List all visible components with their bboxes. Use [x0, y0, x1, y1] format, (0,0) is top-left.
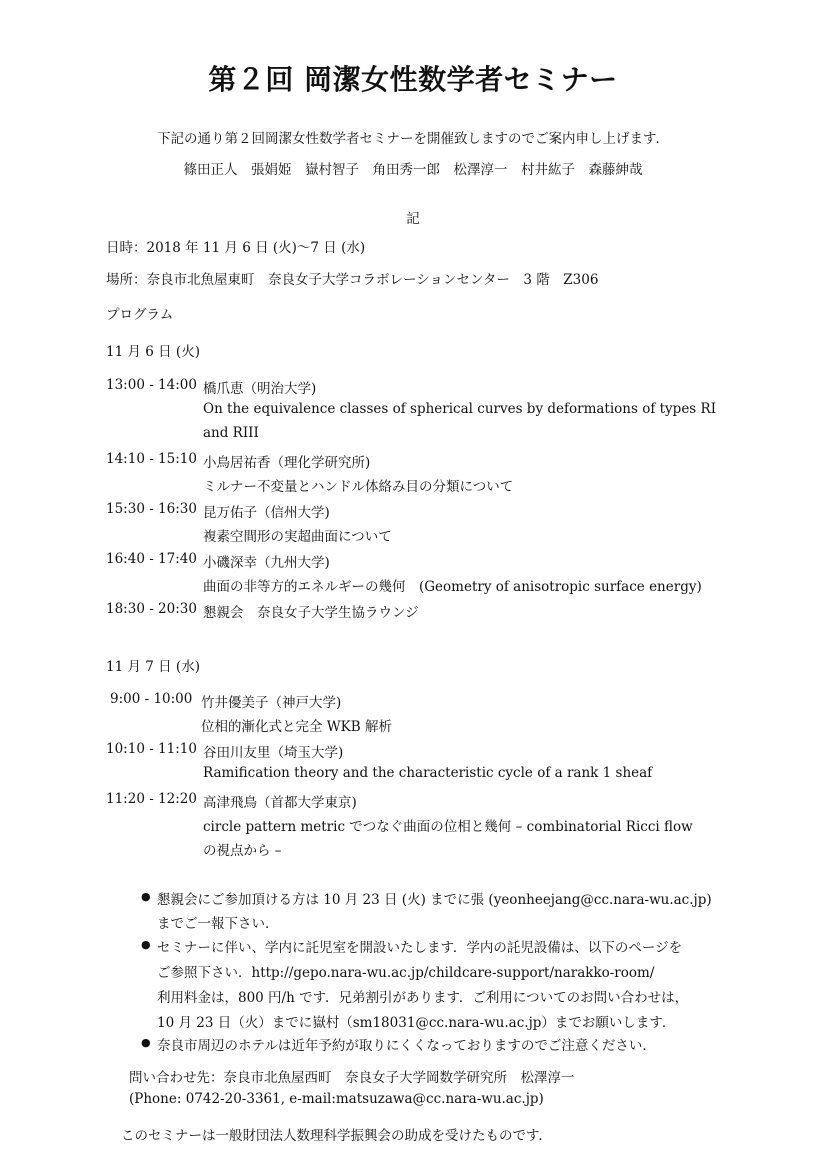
date-line: 日時：2018 年 11 月 6 日 (火)〜7 日 (水)	[106, 240, 366, 256]
session-speaker: 小鳥居祐香（理化学研究所)	[203, 455, 371, 471]
session-talk: 複素空間形の実超曲面について	[203, 529, 392, 545]
note-line: ご参照下さい．http://gepo.nara-wu.ac.jp/childcare-support/narakko-room/	[157, 965, 655, 981]
venue-line: 場所：奈良市北魚屋東町 奈良女子大学コラボレーションセンター 3 階 Z306	[106, 272, 599, 288]
session-speaker: 谷田川友里（埼玉大学)	[203, 745, 344, 761]
contact-line1: 問い合わせ先：奈良市北魚屋西町 奈良女子大学岡数学研究所 松澤淳一	[129, 1070, 575, 1086]
note-line: 利用料金は，800 円/h です．兄弟割引があります．ご利用についてのお問い合わせは，	[157, 990, 689, 1006]
session-time: 9:00 - 10:00	[110, 691, 193, 707]
day2-heading: 11 月 7 日 (水)	[106, 659, 200, 675]
program-label: プログラム	[106, 307, 174, 323]
bullet-icon: ●	[141, 938, 151, 951]
acknowledgement: このセミナーは一般財団法人数理科学振興会の助成を受けたものです．	[121, 1128, 552, 1144]
day1-heading: 11 月 6 日 (火)	[106, 344, 200, 360]
session-speaker: 橋爪恵（明治大学)	[203, 381, 317, 397]
page-title: 第２回 岡潔女性数学者セミナー	[208, 63, 618, 96]
note-line: 懇親会にご参加頂ける方は 10 月 23 日 (火) までに張 (yeonheejang@cc.nara-wu.ac.jp)	[157, 892, 712, 908]
session-speaker: 高津飛鳥（首都大学東京)	[203, 795, 357, 811]
session-time: 15:30 - 16:30	[106, 501, 197, 517]
session-talk: Ramification theory and the characteristic cycle of a rank 1 sheaf	[203, 765, 653, 781]
session-talk: 曲面の非等方的エネルギーの幾何 (Geometry of anisotropic surface energy)	[203, 579, 702, 595]
session-time: 16:40 - 17:40	[106, 551, 197, 567]
session-time: 14:10 - 15:10	[106, 451, 197, 467]
session-speaker: 竹井優美子（神戸大学)	[201, 695, 342, 711]
session-time: 10:10 - 11:10	[106, 741, 197, 757]
bullet-icon: ●	[141, 1036, 151, 1049]
session-talk: ミルナー不変量とハンドル体絡み目の分類について	[203, 479, 514, 495]
bullet-icon: ●	[141, 890, 151, 903]
session-speaker: 小磯深幸（九州大学)	[203, 555, 330, 571]
session-talk: and RIII	[203, 425, 259, 441]
ki-heading: 記	[406, 211, 420, 227]
note-line: までご一報下さい．	[157, 916, 279, 932]
session-time: 18:30 - 20:30	[106, 601, 197, 617]
intro-text: 下記の通り第２回岡潔女性数学者セミナーを開催致しますのでご案内申し上げます．	[157, 131, 669, 147]
session-speaker: 昆万佑子（信州大学)	[203, 505, 330, 521]
organizers: 篠田正人 張娟姫 嶽村智子 角田秀一郎 松澤淳一 村井紘子 森藤紳哉	[183, 162, 643, 178]
session-time: 11:20 - 12:20	[106, 791, 197, 807]
session-talk: On the equivalence classes of spherical curves by deformations of types RI	[203, 401, 717, 417]
session-talk: 位相的漸化式と完全 WKB 解析	[201, 719, 392, 735]
session-talk: の視点から –	[203, 843, 282, 859]
note-line: 10 月 23 日（火）までに嶽村（sm18031@cc.nara-wu.ac.jp）までお願いします．	[157, 1015, 676, 1031]
note-line: 奈良市周辺のホテルは近年予約が取りにくくなっておりますのでご注意ください．	[157, 1038, 656, 1054]
session-speaker: 懇親会 奈良女子大学生協ラウンジ	[203, 605, 419, 621]
note-line: セミナーに伴い、学内に託児室を開設いたします．学内の託児設備は、以下のページを	[157, 940, 683, 956]
session-talk: circle pattern metric でつなぐ曲面の位相と幾何 – combinatorial Ricci flow	[203, 819, 693, 835]
contact-line2: (Phone: 0742-20-3361, e-mail:matsuzawa@cc.nara-wu.ac.jp)	[129, 1091, 544, 1107]
session-time: 13:00 - 14:00	[106, 377, 197, 393]
